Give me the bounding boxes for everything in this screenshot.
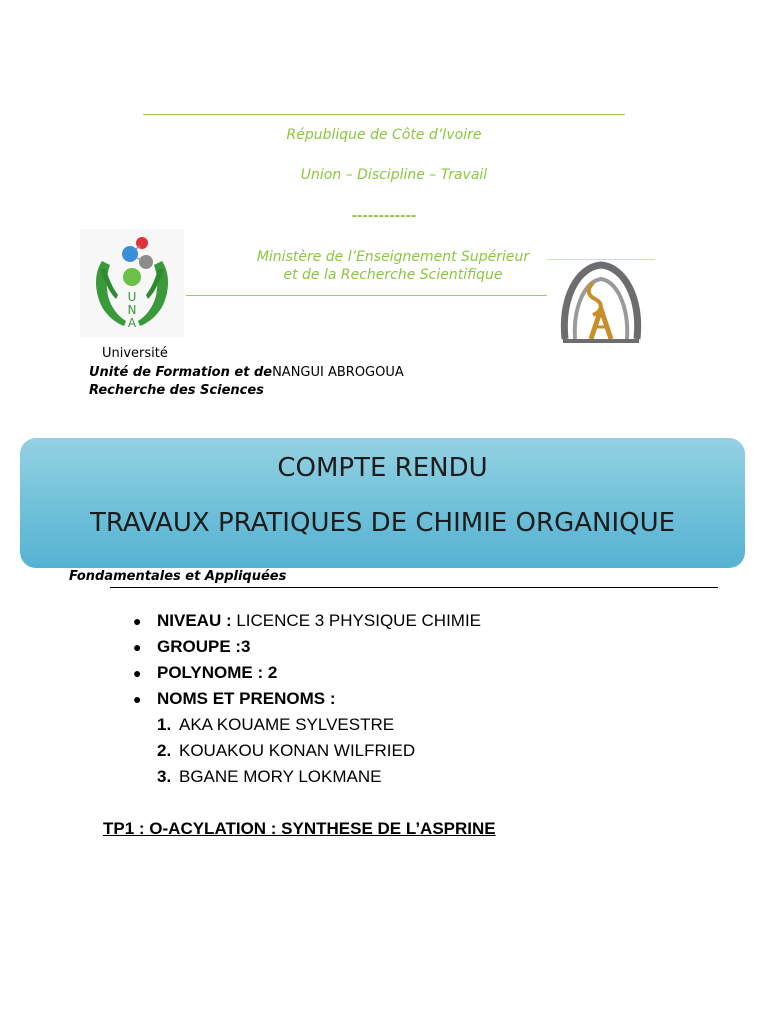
groupe-label: GROUPE :3 [157,637,251,656]
list-item-noms [133,688,481,714]
noms-label: NOMS ET PRENOMS : [157,689,336,708]
ministry-line-2: et de la Recherche Scientifique [283,267,503,283]
member-number: 2. [157,741,172,760]
una-logo [80,229,184,337]
bullet-icon: ● [133,665,142,681]
niveau-label: NIVEAU : [157,611,237,630]
section-rule [110,587,718,588]
bullet-icon: ● [133,639,142,655]
list-item-niveau [133,610,481,636]
tp-title: TP1 : O-ACYLATION : SYNTHESE DE L’ASPRINE [103,819,496,838]
member-number: 1. [157,715,172,734]
bullet-icon: ● [133,691,142,707]
una-letter-a: A [127,316,137,330]
university-name: NANGUI ABROGOUA [272,365,404,380]
report-details [133,610,481,792]
ufr-line-2: Recherche des Sciences [89,383,264,398]
member-item [133,766,481,792]
niveau-value: LICENCE 3 PHYSIQUE CHIMIE [236,611,482,630]
title-banner [20,438,745,568]
ufr-line-1-bold: Unité de Formation et de [89,365,273,380]
bullet-icon: ● [133,613,142,629]
polynome-label: POLYNOME : 2 [157,663,278,682]
ministry-line-1: Ministère de l’Enseignement Supérieur [256,249,530,265]
member-item [133,714,481,740]
banner-title-line-2: TRAVAUX PRATIQUES DE CHIMIE ORGANIQUE [89,508,676,538]
una-letter-u: U [127,290,137,304]
member-name: AKA KOUAME SYLVESTRE [179,715,395,734]
member-item [133,740,481,766]
university-label: Université [102,346,168,361]
header-rule-top [143,114,625,115]
list-item-polynome [133,662,481,688]
member-name: KOUAKOU KONAN WILFRIED [179,741,416,760]
header-rule-middle [186,295,548,296]
header-separator: ------------ [351,209,417,224]
ufr-line-3: Fondamentales et Appliquées [69,569,287,584]
ministry-text [240,248,546,284]
member-number: 3. [157,767,172,786]
motto-text: Union – Discipline – Travail [300,167,488,183]
list-item-groupe [133,636,481,662]
banner-title-line-1: COMPTE RENDU [277,453,488,483]
ufr-line-1 [89,365,404,380]
republic-text: République de Côte d’Ivoire [286,127,482,143]
ufr-sfa-logo [547,259,655,345]
member-name: BGANE MORY LOKMANE [179,767,382,786]
una-letter-n: N [127,303,137,317]
